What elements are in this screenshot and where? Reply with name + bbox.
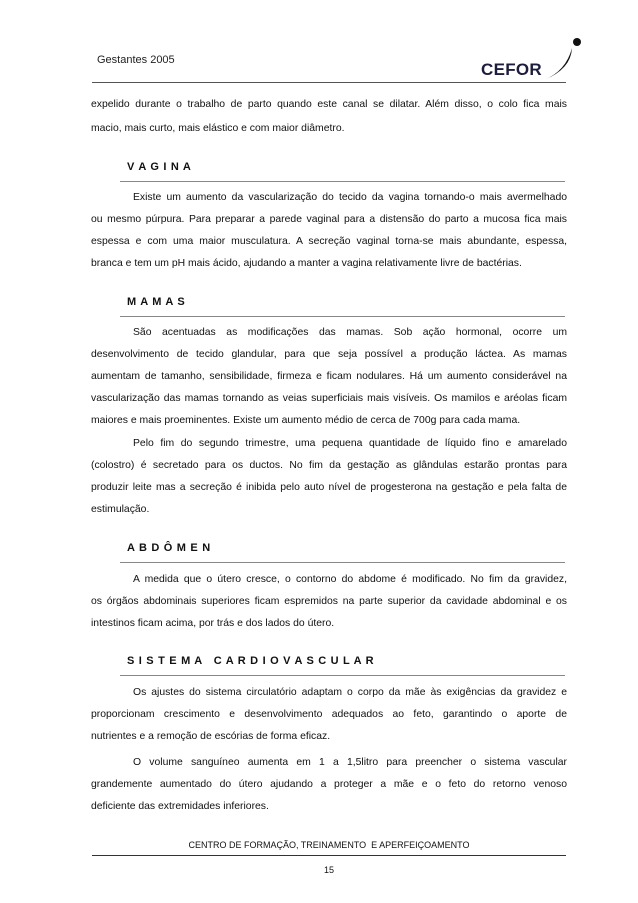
mamas-paragraph-1 <box>91 322 567 432</box>
section-heading-mamas: M A M A S <box>120 294 565 317</box>
abdomen-paragraph <box>91 569 567 635</box>
text-line: grandemente aumentado do útero ajudando a proteger a mãe e o feto do retorno venoso <box>91 779 567 790</box>
text-line: branca e tem um pH mais ácido, ajudando a manter a vagina relativamente livre de bactérias. <box>91 258 522 269</box>
text-line: nutrientes e a remoção de escórias de forma eficaz. <box>91 731 331 742</box>
text-line: Os ajustes do sistema circulatório adaptam o corpo da mãe às exigências da gravidez e <box>133 687 567 698</box>
text-line: aumentam de tamanho, sensibilidade, firmeza e ficam nodulares. Há um aumento considerável na <box>91 371 567 382</box>
text-line: ou mesmo púrpura. Para preparar a parede vaginal para a distensão do parto a mucosa fica mais <box>91 214 567 225</box>
cardiovascular-paragraph-2 <box>91 752 567 818</box>
section-heading-vagina: V A G I N A <box>120 159 565 182</box>
section-heading-abdomen: A B D Ô M E N <box>120 540 565 563</box>
footer-institution-text: CENTRO DE FORMAÇÃO, TREINAMENTO E APERFEIÇOAMENTO <box>188 840 470 850</box>
footer-divider <box>92 855 566 856</box>
section-heading-sistema-cardiovascular: S I S T E M A C A R D I O V A S C U L A R <box>120 653 565 676</box>
intro-paragraph <box>91 93 567 141</box>
text-line: (colostro) é secretado para os ductos. No fim da gestação as glândulas estarão prontas para <box>91 460 567 471</box>
text-line: expelido durante o trabalho de parto quando este canal se dilatar. Além disso, o colo fica mais <box>91 99 567 110</box>
text-line: deficiente das extremidades inferiores. <box>91 801 269 812</box>
text-line: desenvolvimento de tecido glandular, para que seja possível a produção láctea. As mamas <box>91 349 567 360</box>
text-line: O volume sanguíneo aumenta em 1 a 1,5litro para preencher o sistema vascular <box>133 757 567 768</box>
vagina-paragraph <box>91 187 567 275</box>
page-number: 15 <box>323 865 334 875</box>
text-line: vascularização das mamas tornando as veias superficiais mais visíveis. Os mamilos e aréolas ficam <box>91 393 567 404</box>
mamas-paragraph-2 <box>91 433 567 521</box>
document-header-title: Gestantes 2005 <box>97 54 175 66</box>
cardiovascular-paragraph-1 <box>91 682 567 748</box>
text-line: produzir leite mas a secreção é inibida pelo auto nível de progesterona na gestação e pela falta de <box>91 482 567 493</box>
text-line: Existe um aumento da vascularização do tecido da vagina tornando-o mais avermelhado <box>133 192 567 203</box>
text-line: maiores e mais proeminentes. Existe um aumento médio de cerca de 700g para cada mama. <box>91 415 521 426</box>
text-line: macio, mais curto, mais elástico e com maior diâmetro. <box>91 123 345 134</box>
text-line: proporcionam crescimento e desenvolvimento adequados ao feto, garantindo o aporte de <box>91 709 567 720</box>
text-line: intestinos ficam acima, por trás e dos lados do útero. <box>91 618 335 629</box>
text-line: São acentuadas as modificações das mamas. Sob ação hormonal, ocorre um <box>133 327 567 338</box>
cefor-logo-icon <box>470 25 590 90</box>
text-line: A medida que o útero cresce, o contorno do abdome é modificado. No fim da gravidez, <box>133 574 567 585</box>
text-line: os órgãos abdominais superiores ficam espremidos na parte superior da cavidade abdominal e os <box>91 596 567 607</box>
text-line: Pelo fim do segundo trimestre, uma pequena quantidade de líquido fino e amarelado <box>133 438 567 449</box>
cefor-logo-text: CEFOR <box>481 60 542 79</box>
header-divider <box>92 82 566 83</box>
text-line: estimulação. <box>91 504 150 515</box>
text-line: espessa e com uma maior musculatura. A secreção vaginal torna-se mais abundante, espessa, <box>91 236 567 247</box>
